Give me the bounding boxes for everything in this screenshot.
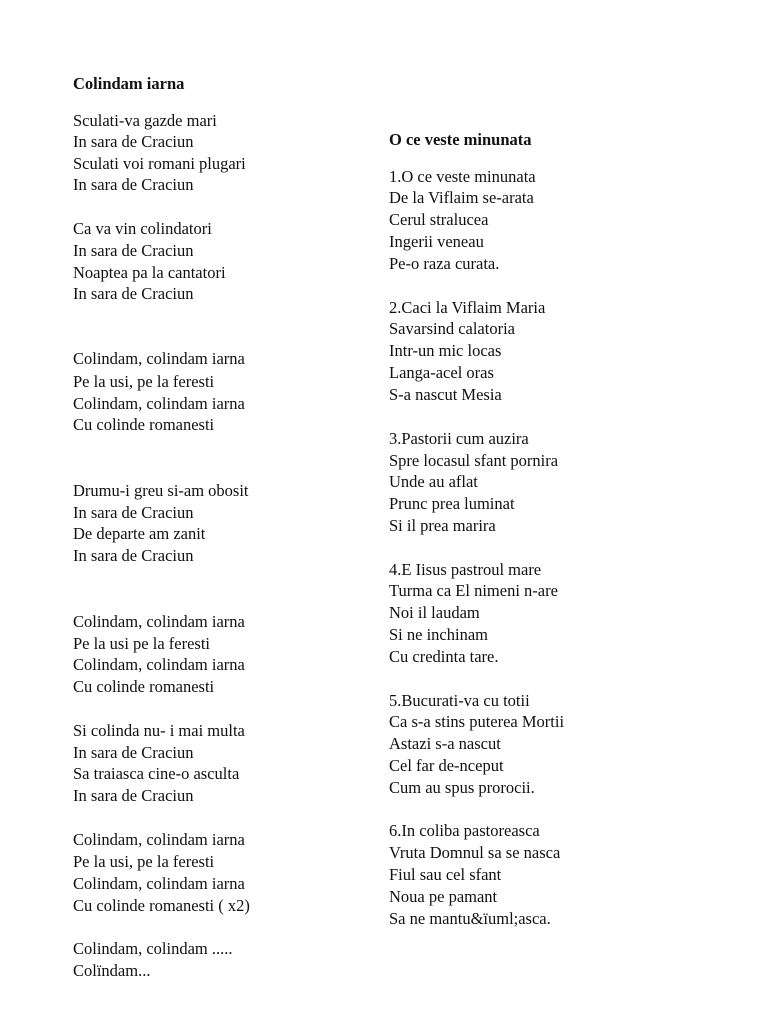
lyric-line: S-a nascut Mesia [389,385,502,404]
lyric-line: Unde au aflat [389,472,478,491]
lyric-line: 4.E Iisus pastroul mare [389,560,542,579]
lyric-line: Vruta Domnul sa se nasca [389,843,561,862]
song-title: O ce veste minunata [389,130,532,149]
lyric-line: Pe-o raza curata. [389,254,500,273]
lyric-line: Colindam, colindam iarna [73,349,245,368]
lyric-line: De la Viflaim se-arata [389,188,534,207]
lyric-line: Sa ne mantu&ïuml;asca. [389,909,551,928]
lyric-line: Noaptea pa la cantatori [73,263,226,282]
lyric-line: Cum au spus prorocii. [389,778,535,797]
lyric-line: Astazi s-a nascut [389,734,501,753]
lyric-line: In sara de Craciun [73,786,194,805]
lyric-line: Colindam, colindam iarna [73,612,245,631]
lyric-line: Cu colinde romanesti ( x2) [73,896,250,915]
lyric-line: Prunc prea luminat [389,494,515,513]
lyric-line: Ca s-a stins puterea Mortii [389,712,565,731]
lyric-line: Cel far de-nceput [389,756,504,775]
lyric-line: 6.In coliba pastoreasca [389,821,540,840]
lyric-line: In sara de Craciun [73,546,194,565]
lyric-line: In sara de Craciun [73,743,194,762]
lyric-line: Cerul stralucea [389,210,489,229]
lyric-line: Intr-un mic locas [389,341,502,360]
lyric-line: 1.O ce veste minunata [389,167,536,186]
song-title: Colindam iarna [73,74,185,93]
lyric-line: Turma ca El nimeni n-are [389,581,558,600]
lyric-line: Si colinda nu- i mai multa [73,721,245,740]
lyric-line: Colindam, colindam ..... [73,939,233,958]
lyric-line: Cu colinde romanesti [73,415,215,434]
lyric-line: Sculati voi romani plugari [73,154,246,173]
lyric-line: Ingerii veneau [389,232,484,251]
lyric-line: In sara de Craciun [73,175,194,194]
lyric-line: Pe la usi pe la feresti [73,634,210,653]
lyric-line: In sara de Craciun [73,241,194,260]
lyric-line: Drumu-i greu si-am obosit [73,481,249,500]
lyric-line: Savarsind calatoria [389,319,515,338]
lyric-line: Sculati-va gazde mari [73,111,217,130]
lyric-line: Noi il laudam [389,603,480,622]
lyric-line: Cu colinde romanesti [73,677,215,696]
lyric-line: In sara de Craciun [73,503,194,522]
lyric-line: De departe am zanit [73,524,206,543]
lyric-line: Langa-acel oras [389,363,494,382]
lyric-line: 5.Bucurati-va cu totii [389,691,530,710]
lyric-line: Si il prea marira [389,516,496,535]
lyric-line: Si ne inchinam [389,625,488,644]
lyric-line: In sara de Craciun [73,132,194,151]
lyric-line: Colïndam... [73,961,151,980]
lyric-line: Spre locasul sfant pornira [389,451,559,470]
lyric-line: Colindam, colindam iarna [73,874,245,893]
lyric-line: 2.Caci la Viflaim Maria [389,298,546,317]
lyric-line: Pe la usi, pe la feresti [73,852,215,871]
lyric-line: Fiul sau cel sfant [389,865,502,884]
lyric-line: In sara de Craciun [73,284,194,303]
lyric-line: Noua pe pamant [389,887,498,906]
lyric-line: Pe la usi, pe la feresti [73,372,215,391]
lyric-line: Colindam, colindam iarna [73,655,245,674]
lyric-line: Colindam, colindam iarna [73,394,245,413]
lyric-line: 3.Pastorii cum auzira [389,429,529,448]
lyric-line: Colindam, colindam iarna [73,830,245,849]
lyric-line: Ca va vin colindatori [73,219,212,238]
lyric-line: Sa traiasca cine-o asculta [73,764,240,783]
lyric-line: Cu credinta tare. [389,647,499,666]
